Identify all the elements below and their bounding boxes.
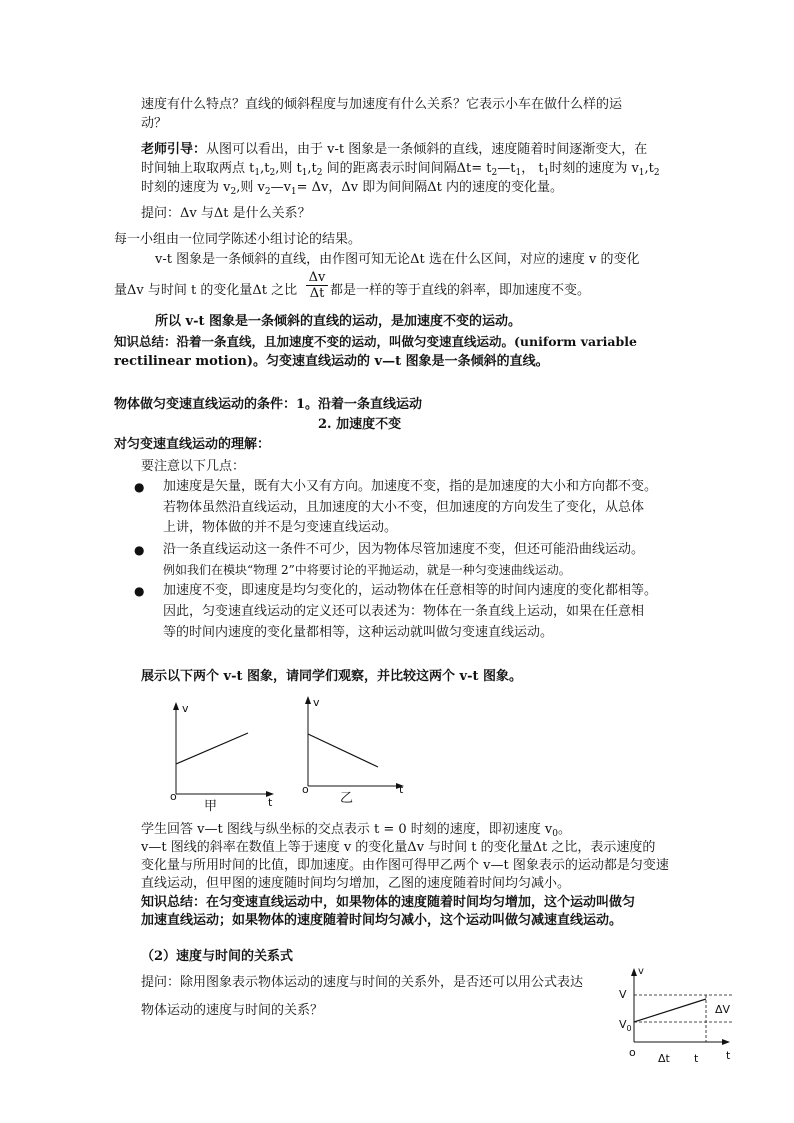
- bullet-line: 例如我们在模块“物理 2”中将要讨论的平抛运动，就是一种匀变速曲线运动。: [163, 563, 571, 577]
- graph-velocity-line: [634, 999, 706, 1022]
- section-title: 对匀变速直线运动的理解：: [114, 437, 271, 452]
- graph-jia: [160, 696, 290, 814]
- fraction-denominator: Δt: [309, 286, 325, 301]
- graph3-t1-label: t: [694, 1052, 699, 1065]
- graph3-v-label: v: [638, 966, 644, 977]
- summary-line: 加速直线运动；如果物体的速度随着时间均匀减小，这个运动叫做匀减速直线运动。: [141, 913, 623, 928]
- fraction-numerator: Δv: [306, 270, 328, 286]
- answer-line: 直线运动，但甲图的速度随时间均匀增加，乙图的速度随着时间均匀减小。: [141, 876, 571, 891]
- bullet-line: 若物体虽然沿直线运动，且加速度的大小不变，但加速度的方向发生了变化，从总体: [163, 500, 645, 515]
- teacher-guide-line: 时刻的速度为 $v_2$,则 $v_2—v_1= \Delta v$，Δv 即为间间隔Δt 内的速度的变化量。: [141, 180, 564, 197]
- condition-line: 物体做匀变速直线运动的条件：1。沿着一条直线运动: [114, 397, 423, 412]
- teacher-guide-line: 时间轴上取取两点 $t_1,t_2$,则 $t_1,t_2$ 间的距离表示时间间隔$\Delta t= t_2—t_1$， $t_1$时刻的速度为 $v_1,t_2$: [141, 161, 660, 178]
- question-ask: 提问：Δv 与Δt 是什么关系？: [141, 206, 311, 221]
- teacher-guide-label: 老师引导：: [141, 142, 207, 157]
- graph-yi-name: 乙: [340, 791, 354, 806]
- graph-yi-t-label: t: [399, 783, 404, 796]
- conclusion-text: 所以 v-t 图象是一条倾斜的直线的运动，是加速度不变的运动。: [155, 314, 522, 329]
- fraction-dv-dt: [306, 270, 328, 301]
- bullet-line: 沿一条直线运动这一条件不可少，因为物体尽管加速度不变，但还可能沿曲线运动。: [163, 542, 645, 557]
- graph-yi-v-label: v: [313, 696, 320, 709]
- answer-line: 变化量与所用时间的比值，即加速度。由作图可得甲乙两个 v—t 图象表示的运动都是匀变速: [141, 858, 669, 873]
- graph-jia-origin: o: [170, 790, 177, 803]
- bullet-line: 加速度不变，即速度是均匀变化的，运动物体在任意相等的时间内速度的变化都相等。: [163, 583, 658, 598]
- section-heading: （2）速度与时间的关系式: [141, 949, 294, 964]
- question-ask: 提问：除用图象表示物体运动的速度与时间的关系外，是否还可以用公式表达: [141, 975, 584, 990]
- graph3-V0-label: $V_0$: [619, 1018, 632, 1033]
- summary-line: 知识总结：沿着一条直线，且加速度不变的运动，叫做匀变速直线运动。(uniform variable: [114, 334, 637, 349]
- graph-yi-line: [308, 734, 378, 767]
- answer-line: 学生回答 v—t 图线与纵坐标的交点表示 t = 0 时刻的速度，即初速度 $v_0$。: [141, 822, 571, 839]
- show-graphs-text: 展示以下两个 v-t 图象，请同学们观察，并比较这两个 v-t 图象。: [141, 669, 523, 684]
- answer-line: v—t 图线的斜率在数值上等于速度 v 的变化量Δv 与时间 t 的变化量Δt 之比，表示速度的: [141, 840, 656, 855]
- bullet-icon: ●: [134, 543, 145, 557]
- intro-text: 要注意以下几点：: [141, 459, 246, 474]
- summary-line: rectilinear motion)。匀变速直线运动的 v—t 图象是一条倾斜的直线。: [114, 354, 549, 369]
- question-ask: 物体运动的速度与时间的关系？: [141, 1003, 324, 1018]
- bullet-line: 加速度是矢量，既有大小又有方向。加速度不变，指的是加速度的大小和方向都不变。: [163, 479, 658, 494]
- bullet-icon: ●: [134, 480, 145, 494]
- graph-yi-origin: o: [302, 783, 309, 796]
- graph3-V-label: V: [619, 988, 627, 1001]
- graph-jia-line: [176, 733, 248, 764]
- graph-jia-name: 甲: [204, 799, 218, 814]
- bullet-line: 等的时间内速度的变化量都相等，这种运动就叫做匀变速直线运动。: [163, 625, 554, 640]
- group-text: 每一小组由一位同学陈述小组讨论的结果。: [114, 232, 362, 247]
- bullet-line: 上讲，物体做的并不是匀变速直线运动。: [163, 520, 398, 535]
- graph3-dV-label: ΔV: [715, 1003, 731, 1016]
- question-line: 速度有什么特点？直线的倾斜程度与加速度有什么关系？它表示小车在做什么样的运: [141, 97, 623, 112]
- question-line: 动？: [141, 116, 168, 131]
- graph3-dt-label: Δt: [658, 1052, 670, 1065]
- teacher-guide-line: 老师引导：从图可以看出，由于 v-t 图象是一条倾斜的直线，速度随着时间逐渐变大，在: [141, 142, 648, 157]
- summary-line: 知识总结：在匀变速直线运动中，如果物体的速度随着时间均匀增加，这个运动叫做匀: [141, 895, 636, 910]
- graph-jia-t-label: t: [268, 796, 273, 809]
- graph-yi: [296, 690, 416, 808]
- graph3-origin: o: [629, 1046, 636, 1059]
- bullet-line: 因此，匀变速直线运动的定义还可以表述为：物体在一条直线上运动，如果在任意相: [163, 604, 645, 619]
- vt-explain-line: 都是一样的等于直线的斜率，即加速度不变。: [330, 283, 591, 298]
- vt-explain-line: v-t 图象是一条倾斜的直线，由作图可知无论Δt 选在什么区间，对应的速度 v 的变化: [155, 252, 640, 267]
- condition-line: 2. 加速度不变: [318, 417, 402, 432]
- vt-explain-line: 量Δv 与时间 t 的变化量Δt 之比: [114, 283, 298, 298]
- graph-jia-v-label: v: [182, 702, 189, 715]
- graph-velocity-time: [612, 960, 742, 1066]
- graph3-t-label: t: [726, 1049, 731, 1062]
- bullet-icon: ●: [134, 584, 145, 598]
